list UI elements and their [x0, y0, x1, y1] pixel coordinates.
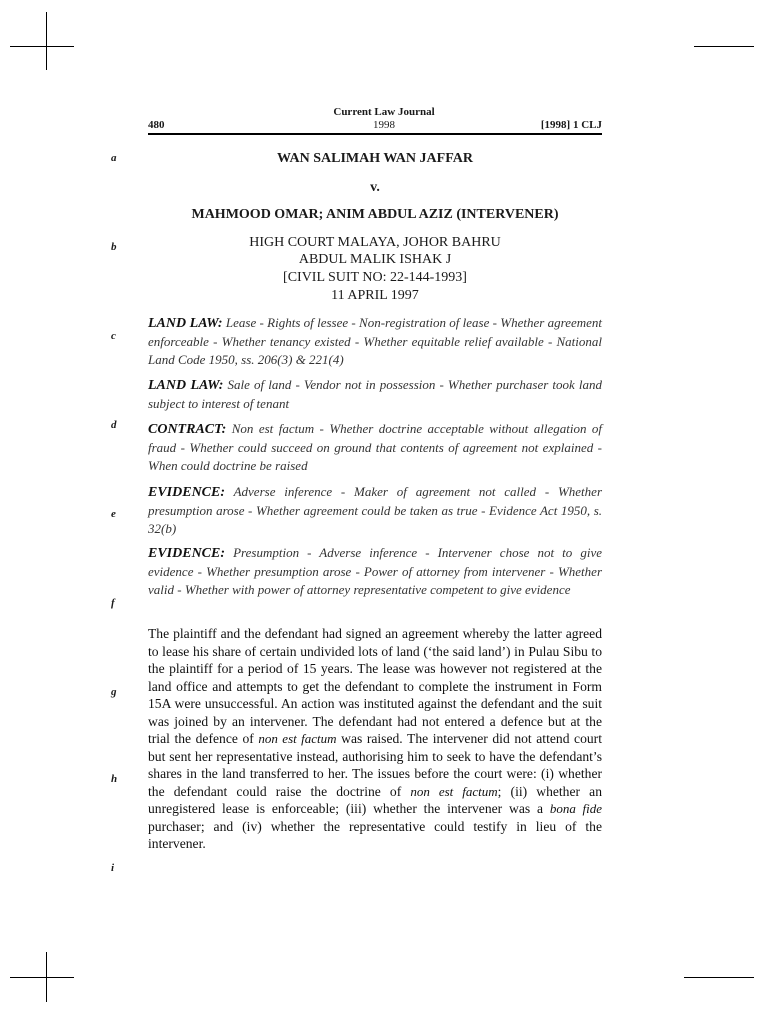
judge-name: ABDUL MALIK ISHAK J — [298, 252, 452, 267]
catchword-5 — [148, 544, 602, 599]
margin-letter-i: i — [111, 862, 115, 874]
case-defendants: MAHMOOD OMAR; ANIM ABDUL AZIZ (INTERVENER) — [191, 207, 559, 222]
summary-italic: non est factum — [410, 783, 498, 799]
catchword-text: Sale of land - Vendor not in possession - Whether purchaser took land subject to interest of tenant — [148, 377, 603, 411]
case-versus: v. — [370, 180, 380, 195]
margin-letter-h: h — [111, 773, 118, 785]
summary-italic: non est factum — [258, 731, 337, 746]
catchword-keyword: EVIDENCE: — [148, 485, 226, 500]
crop-mark-top-left-h — [10, 46, 74, 47]
margin-letter-a: a — [111, 152, 117, 164]
journal-year: 1998 — [373, 119, 395, 131]
crop-mark-bottom-left-h — [10, 977, 74, 978]
margin-letter-e: e — [111, 508, 116, 520]
citation: [1998] 1 CLJ — [540, 119, 602, 131]
catchword-3 — [148, 420, 602, 475]
catchword-keyword: EVIDENCE: — [148, 546, 226, 561]
catchword-keyword: LAND LAW: — [148, 378, 224, 393]
catchword-text: Lease - Rights of lessee - Non-registration of lease - Whether agreement enforceable - Whether tenancy existed - Whether equitable relief available - National Land Code 1950, ss. 206(3) & 221(4) — [148, 315, 602, 367]
crop-mark-bottom-right-h — [684, 977, 754, 978]
journal-title: Current Law Journal — [333, 106, 435, 118]
catchword-4 — [148, 483, 602, 538]
decision-date: 11 APRIL 1997 — [331, 288, 419, 303]
margin-letter-b: b — [111, 241, 117, 253]
crop-mark-top-left-v — [46, 12, 47, 70]
page-number: 480 — [148, 119, 165, 131]
margin-letter-f: f — [111, 597, 115, 609]
summary-text: ; (ii) whether an unregistered lease is enforceable; (iii) whether the intervener was a — [148, 783, 602, 816]
crop-mark-top-right-h — [694, 46, 754, 47]
court-name: HIGH COURT MALAYA, JOHOR BAHRU — [249, 235, 501, 250]
catchword-keyword: LAND LAW: — [148, 316, 223, 331]
summary-text: purchaser; and (iv) whether the representative could testify in lieu of the intervener. — [148, 818, 602, 851]
headnote-summary — [148, 625, 602, 853]
summary-text: The plaintiff and the defendant had signed an agreement whereby the latter agreed to lease his share of certain undivided lots of land (‘the said land’) in Pulau Sibu to the plaintiff for a period of 15 years. The lease was however not registered at the land office and attempts to get the defendant to complete the instrument in Form 15A were unsuccessful. An action was instituted against the defendant and the suit was joined by an intervener. The defendant had not entered a defence but at the trial the defence of — [148, 626, 602, 746]
summary-italic: bona fide — [549, 801, 603, 816]
margin-letter-c: c — [111, 330, 116, 342]
catchword-2 — [148, 376, 602, 413]
catchword-text: Non est factum - Whether doctrine acceptable without allegation of fraud - Whether could succeed on ground that contents of agreement not explained - When could doctrine be raised — [148, 421, 602, 473]
catchword-keyword: CONTRACT: — [148, 422, 227, 437]
header-rule — [148, 133, 602, 135]
catchword-1 — [148, 314, 602, 369]
suit-number: [CIVIL SUIT NO: 22-144-1993] — [283, 270, 467, 285]
margin-letter-g: g — [111, 686, 117, 698]
catchword-text: Presumption - Adverse inference - Intervener chose not to give evidence - Whether presumption arose - Power of attorney from intervener - Whether valid - Whether with power of attorney representative competent to give evidence — [148, 545, 603, 597]
case-plaintiff: WAN SALIMAH WAN JAFFAR — [277, 151, 473, 166]
margin-letter-d: d — [111, 419, 117, 431]
catchword-text: Adverse inference - Maker of agreement not called - Whether presumption arose - Whether agreement could be taken as true - Evidence Act 1950, s. 32(b) — [148, 484, 603, 536]
summary-text: was raised. The intervener did not attend court but sent her representative instead, authorising him to seek to have the defendant’s shares in the land transferred to her. The issues before the court were: (i) whether the defendant could raise the doctrine of — [148, 731, 602, 799]
crop-mark-bottom-left-v — [46, 952, 47, 1002]
